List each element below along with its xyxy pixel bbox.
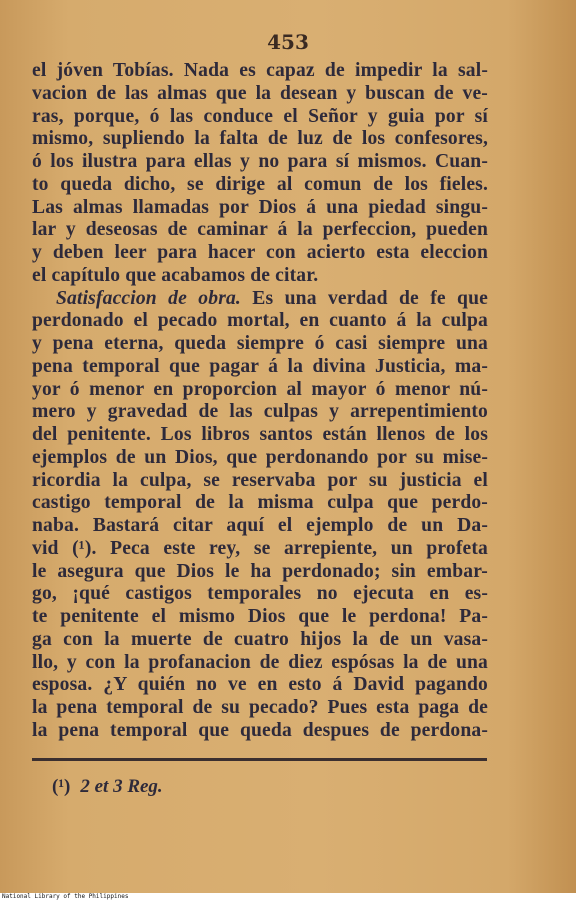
text-fragment: Es una verdad de fe que xyxy=(252,287,488,309)
text-line: ejemplos de un Dios, que perdonando por su mise- xyxy=(32,446,488,468)
text-line: te penitente el mismo Dios que le perdona! Pa- xyxy=(32,606,488,627)
page-number: 453 xyxy=(267,30,309,54)
text-line: naba. Bastará citar aquí el ejemplo de un Da- xyxy=(32,515,488,536)
text-line: ras, porque, ó las conduce el Señor y guia por sí xyxy=(32,105,488,127)
text-line: llo, y con la profanacion de diez espósas la de una xyxy=(32,651,488,673)
text-line: le asegura que Dios le ha perdonado; sin embar- xyxy=(32,560,488,582)
text-line: go, ¡qué castigos temporales no ejecuta en es- xyxy=(32,583,488,605)
section-heading: Satisfaccion de obra. xyxy=(56,287,241,309)
text-line: la pena temporal que queda despues de perdona- xyxy=(32,719,488,741)
text-line: esposa. ¿Y quién no ve en esto á David pagando xyxy=(32,674,488,696)
text-line: yor ó menor en proporcion al mayor ó menor nú- xyxy=(32,378,488,400)
footnote-marker: (¹) xyxy=(52,776,71,797)
text-line: lar y deseosas de caminar á la perfeccion, pueden xyxy=(32,219,488,241)
text-line: Las almas llamadas por Dios á una piedad singu- xyxy=(32,196,488,218)
paragraph-opening-line xyxy=(32,288,488,311)
footnote-text: 2 et 3 Reg. xyxy=(80,776,163,797)
text-line: el jóven Tobías. Nada es capaz de impedir la sal- xyxy=(32,60,488,81)
text-line: ga con la muerte de cuatro hijos la de un vasa- xyxy=(32,628,488,650)
text-line: pena temporal que pagar á la divina Justicia, ma- xyxy=(32,355,488,377)
body-text xyxy=(32,60,488,743)
text-line: el capítulo que acabamos de citar. xyxy=(32,264,319,286)
footnote-divider xyxy=(32,758,487,761)
text-line: ó los ilustra para ellas y no para sí mismos. Cuan- xyxy=(32,151,488,172)
text-line: to queda dicho, se dirige al comun de los fieles. xyxy=(32,173,488,195)
text-line: vid (¹). Peca este rey, se arrepiente, un profeta xyxy=(32,537,488,559)
text-line: y pena eterna, queda siempre ó casi siempre una xyxy=(32,333,488,354)
text-line: y deben leer para hacer con acierto esta eleccion xyxy=(32,242,488,263)
text-line: mero y gravedad de las culpas y arrepentimiento xyxy=(32,401,488,423)
footnote xyxy=(52,776,163,798)
text-line: mismo, supliendo la falta de luz de los confesores, xyxy=(32,128,488,150)
library-credit: National Library of the Philippines xyxy=(2,893,129,900)
text-line: vacion de las almas que la desean y buscan de ve- xyxy=(32,82,488,104)
text-line: la pena temporal de su pecado? Pues esta paga de xyxy=(32,697,488,718)
text-line: del penitente. Los libros santos están llenos de los xyxy=(32,424,488,445)
text-line: perdonado el pecado mortal, en cuanto á la culpa xyxy=(32,310,488,332)
text-line: castigo temporal de la misma culpa que perdo- xyxy=(32,492,488,514)
text-line: ricordia la culpa, se reservaba por su justicia el xyxy=(32,469,488,491)
